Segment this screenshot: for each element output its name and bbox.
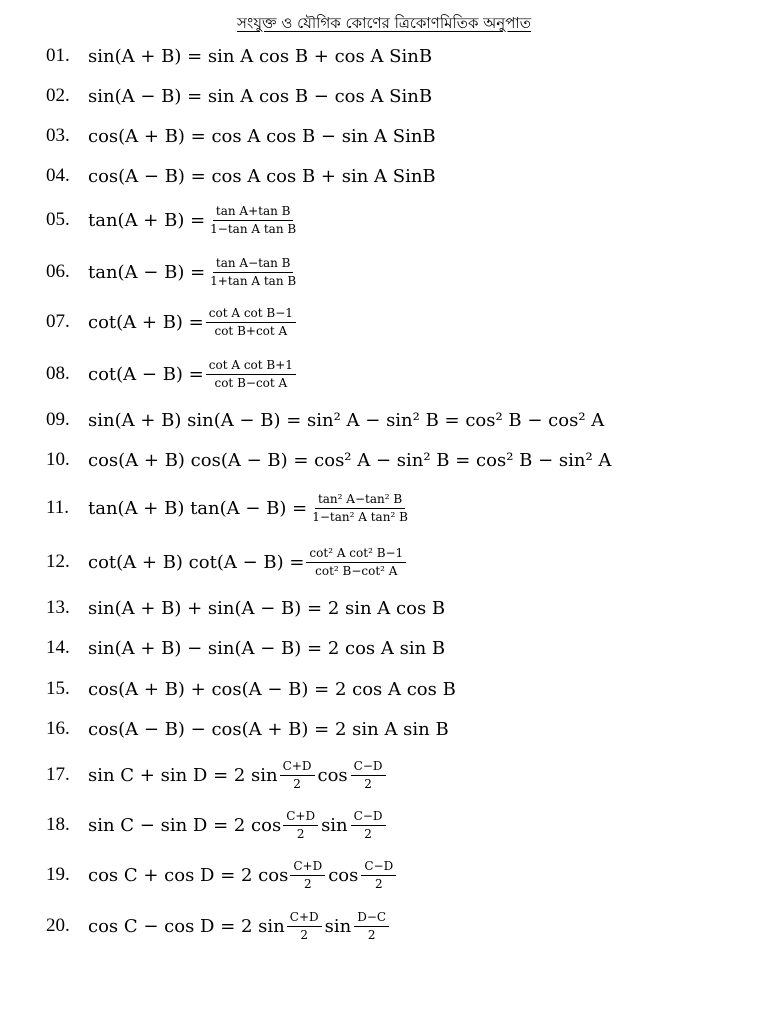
- fraction: [290, 860, 325, 890]
- formula-lhs: tan(A + B) =: [88, 209, 206, 231]
- formula-mid-function: sin: [321, 814, 348, 836]
- fraction: [354, 911, 389, 941]
- fraction-denominator: 1+tan A tan B: [210, 273, 297, 288]
- formula-number: 13.: [46, 597, 70, 618]
- fraction-numerator: C−D: [351, 810, 386, 826]
- fraction-numerator: cot² A cot² B−1: [306, 547, 406, 563]
- formula-lhs: cot(A − B) =: [88, 363, 204, 385]
- formula-number: 17.: [46, 764, 70, 785]
- formula-text: cos(A − B) − cos(A + B) = 2 sin A sin B: [88, 718, 449, 740]
- fraction-denominator: 2: [300, 927, 309, 942]
- formula-mid-function: sin: [324, 915, 352, 937]
- formula-number: 15.: [46, 678, 70, 699]
- formula-row: [46, 76, 432, 116]
- formula-number: 11.: [46, 497, 70, 518]
- formula-text: cos(A + B) cos(A − B) = cos² A − sin² B = cos² B − sin² A: [88, 449, 612, 471]
- formula-number: 12.: [46, 551, 70, 572]
- formula-lhs: cos C − cos D = 2 sin: [88, 915, 285, 937]
- fraction: [280, 760, 315, 790]
- formula-number: 08.: [46, 363, 70, 384]
- formula-lhs: sin C + sin D = 2 sin: [88, 764, 278, 786]
- formula-number: 07.: [46, 311, 70, 332]
- formula-number: 04.: [46, 165, 70, 186]
- formula-lhs: tan(A + B) tan(A − B) =: [88, 497, 308, 519]
- fraction: [206, 307, 296, 337]
- formula-row: [46, 805, 388, 845]
- formula-lhs: sin C − sin D = 2 cos: [88, 814, 282, 836]
- formula-row: [46, 354, 298, 394]
- fraction-numerator: C−D: [351, 760, 386, 776]
- fraction-denominator: cot B−cot A: [214, 375, 288, 390]
- formula-text: sin(A − B) = sin A cos B − cos A SinB: [88, 85, 433, 107]
- fraction: [351, 760, 386, 790]
- formula-text: cos(A + B) + cos(A − B) = 2 cos A cos B: [88, 678, 456, 700]
- formula-row: [46, 588, 445, 628]
- formula-row: [46, 302, 298, 342]
- formula-text: sin(A + B) sin(A − B) = sin² A − sin² B = cos² B − cos² A: [88, 409, 605, 431]
- fraction-denominator: 1−tan² A tan² B: [312, 509, 408, 524]
- formula-mid-function: cos: [317, 764, 348, 786]
- formula-number: 01.: [46, 45, 70, 66]
- fraction: [207, 205, 299, 235]
- fraction-numerator: tan² A−tan² B: [315, 493, 405, 509]
- fraction-denominator: 2: [296, 826, 305, 841]
- formula-lhs: cot(A + B) cot(A − B) =: [88, 551, 305, 573]
- fraction-denominator: 2: [303, 876, 312, 891]
- formula-lhs: cot(A + B) =: [88, 311, 204, 333]
- fraction-denominator: 2: [293, 776, 301, 791]
- formula-text: sin(A + B) = sin A cos B + cos A SinB: [88, 45, 433, 67]
- fraction-numerator: C+D: [290, 860, 325, 876]
- fraction-numerator: C+D: [283, 810, 318, 826]
- formula-row: [46, 400, 604, 440]
- fraction: [351, 810, 386, 840]
- fraction-numerator: tan A−tan B: [213, 257, 294, 273]
- fraction: [309, 493, 411, 523]
- fraction-denominator: cot² B−cot² A: [315, 563, 398, 578]
- fraction: [283, 810, 318, 840]
- page-title: [0, 12, 768, 37]
- fraction-numerator: C−D: [361, 860, 396, 876]
- formula-number: 10.: [46, 449, 70, 470]
- formula-row: [46, 755, 388, 795]
- page-title-text: সংযুক্ত ও যৌগিক কোণের ত্রিকোণমিতিক অনুপাত: [236, 14, 531, 32]
- formula-number: 20.: [46, 915, 70, 936]
- formula-text: cos(A + B) = cos A cos B − sin A SinB: [88, 125, 436, 147]
- formula-row: [46, 440, 611, 480]
- fraction-numerator: C+D: [287, 911, 322, 927]
- fraction-numerator: tan A+tan B: [213, 205, 294, 221]
- formula-row: [46, 488, 413, 528]
- formula-row: [46, 252, 301, 292]
- fraction-numerator: D−C: [354, 911, 389, 927]
- fraction-denominator: 1−tan A tan B: [210, 221, 297, 236]
- formula-row: [46, 542, 408, 582]
- fraction: [306, 547, 406, 577]
- formula-number: 18.: [46, 814, 70, 835]
- formula-number: 16.: [46, 718, 70, 739]
- formula-text: cos(A − B) = cos A cos B + sin A SinB: [88, 165, 436, 187]
- formula-row: [46, 709, 449, 749]
- fraction-denominator: cot B+cot A: [214, 323, 288, 338]
- formula-number: 05.: [46, 209, 70, 230]
- formula-number: 03.: [46, 125, 70, 146]
- formula-row: [46, 669, 456, 709]
- fraction-denominator: 2: [364, 826, 372, 841]
- fraction: [206, 359, 296, 389]
- formula-row: [46, 628, 445, 668]
- formula-row: [46, 36, 432, 76]
- fraction-numerator: cot A cot B+1: [206, 359, 296, 375]
- formula-number: 09.: [46, 409, 70, 430]
- formula-text: sin(A + B) − sin(A − B) = 2 cos A sin B: [88, 637, 446, 659]
- formula-text: sin(A + B) + sin(A − B) = 2 sin A cos B: [88, 597, 446, 619]
- formula-row: [46, 200, 301, 240]
- fraction-numerator: cot A cot B−1: [206, 307, 296, 323]
- fraction: [287, 911, 322, 941]
- formula-lhs: cos C + cos D = 2 cos: [88, 864, 289, 886]
- formula-mid-function: cos: [328, 864, 359, 886]
- formula-number: 02.: [46, 85, 70, 106]
- formula-lhs: tan(A − B) =: [88, 261, 206, 283]
- formula-row: [46, 156, 436, 196]
- formula-row: [46, 855, 398, 895]
- formula-number: 19.: [46, 864, 70, 885]
- formula-number: 14.: [46, 637, 70, 658]
- fraction-denominator: 2: [364, 776, 372, 791]
- formula-number: 06.: [46, 261, 70, 282]
- fraction-numerator: C+D: [280, 760, 315, 776]
- fraction-denominator: 2: [374, 876, 383, 891]
- formula-row: [46, 906, 391, 946]
- fraction: [361, 860, 396, 890]
- fraction: [207, 257, 299, 287]
- fraction-denominator: 2: [367, 927, 376, 942]
- formula-row: [46, 116, 436, 156]
